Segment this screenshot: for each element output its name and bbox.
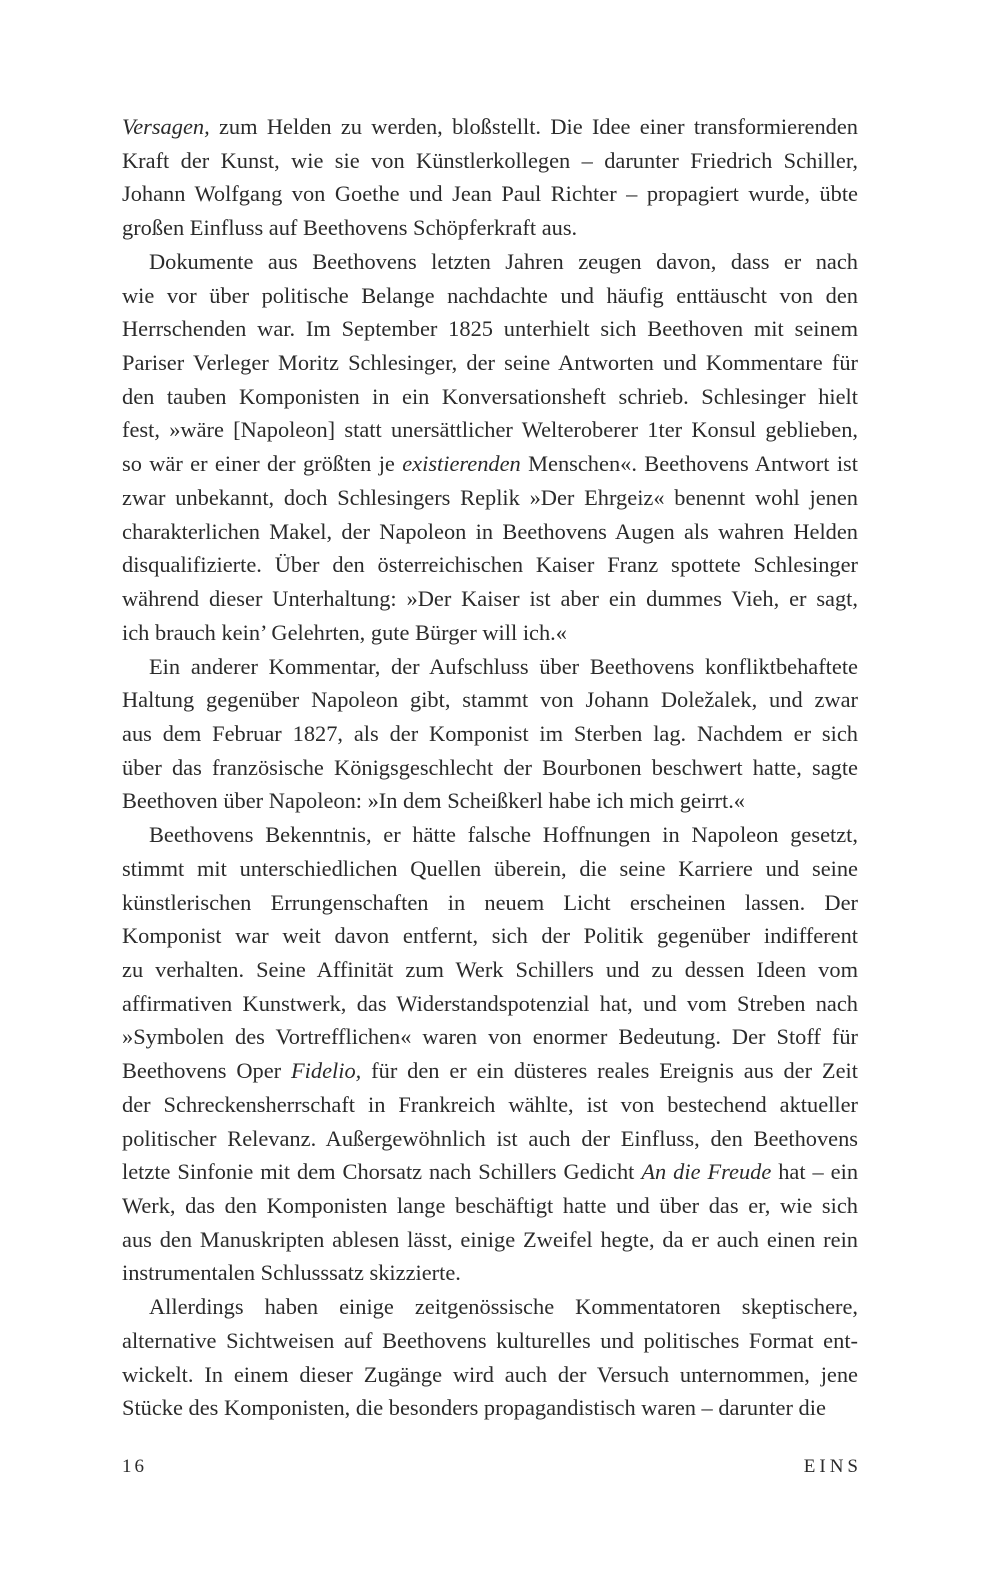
text-run: großen Einfluss auf Beethovens Schöpferkraft aus.: [122, 215, 578, 241]
text-line: [122, 1122, 858, 1156]
text-run: Haltung gegenüber Napoleon gibt, stammt von Johann Doležalek, und zwar: [122, 687, 858, 713]
text-line: [122, 144, 858, 178]
text-run: für den er ein düsteres reales Ereignis aus der Zeit: [361, 1058, 858, 1084]
text-line: [122, 1256, 858, 1290]
text-run: Menschen«. Beethovens Antwort ist: [520, 451, 858, 477]
text-line: [122, 481, 858, 515]
text-line: [122, 886, 858, 920]
text-line: [122, 515, 858, 549]
paragraph: [122, 818, 858, 1290]
text-line: [122, 279, 858, 313]
text-run: disqualifizierte. Über den österreichischen Kaiser Franz spottete Schlesinger: [122, 552, 858, 578]
paragraph: [122, 245, 858, 650]
text-run: affirmativen Kunstwerk, das Widerstandspotenzial hat, und vom Streben nach: [122, 990, 858, 1016]
text-run: Ein anderer Kommentar, der Aufschluss über Beethovens konfliktbehaftete: [149, 653, 858, 679]
text-run: über das französische Königsgeschlecht der Bourbonen beschwert hatte, sagte: [122, 754, 858, 780]
text-run: aus den Manuskripten ablesen lässt, einige Zweifel hegte, da er auch einen rein: [122, 1226, 858, 1252]
text-run: während dieser Unterhaltung: »Der Kaiser ist aber ein dummes Vieh, er sagt,: [122, 586, 858, 612]
running-footer-chapter: EINS: [803, 1456, 862, 1477]
text-run: Stücke des Komponisten, die besonders propagandistisch waren – darunter die: [122, 1395, 826, 1421]
italic-text: Versagen,: [122, 114, 210, 139]
text-run: hat – ein: [771, 1159, 859, 1185]
text-line: [122, 987, 858, 1021]
text-run: Kraft der Kunst, wie sie von Künstlerkollegen – darunter Friedrich Schiller,: [122, 147, 858, 173]
text-line: [122, 245, 858, 279]
text-line: [122, 616, 858, 650]
text-line: [122, 784, 858, 818]
text-line: [122, 953, 858, 987]
text-run: Dokumente aus Beethovens letzten Jahren zeugen davon, dass er nach: [149, 248, 858, 274]
paragraph: [122, 110, 858, 245]
text-line: [122, 818, 858, 852]
italic-text: Fidelio,: [291, 1058, 362, 1084]
text-line: [122, 1155, 858, 1189]
text-run: Beethoven über Napoleon: »In dem Scheißkerl habe ich mich geirrt.«: [122, 788, 746, 814]
text-run: »Symbolen des Vortrefflichen« waren von enormer Bedeutung. Der Stoff für: [122, 1024, 858, 1050]
text-run: den tauben Komponisten in ein Konversationsheft schrieb. Schlesinger hielt: [122, 383, 858, 409]
text-line: [122, 1324, 858, 1358]
text-line: [122, 919, 858, 953]
text-line: [122, 1189, 858, 1223]
text-run: fest, »wäre [Napoleon] statt unersättlicher Welteroberer 1ter Konsul geblieben,: [122, 417, 858, 443]
italic-text: An die Freude: [641, 1159, 772, 1185]
text-line: [122, 447, 858, 481]
text-run: der Schreckensherrschaft in Frankreich wählte, ist von bestechend aktueller: [122, 1091, 858, 1117]
text-line: [122, 1223, 858, 1257]
text-line: [122, 751, 858, 785]
text-run: Werk, das den Komponisten lange beschäftigt hatte und über das er, wie sich: [122, 1193, 858, 1218]
text-run: letzte Sinfonie mit dem Chorsatz nach Schillers Gedicht: [122, 1159, 642, 1185]
text-run: so wär er einer der größten je: [122, 451, 403, 477]
text-run: wickelt. In einem dieser Zugänge wird auch der Versuch unternommen, jene: [122, 1361, 858, 1387]
italic-text: existierenden: [402, 451, 521, 477]
text-line: [122, 1054, 858, 1088]
text-line: [122, 177, 858, 211]
text-run: wie vor über politische Belange nachdachte und häufig enttäuscht von den: [122, 282, 858, 308]
text-run: zum Helden zu werden, bloßstellt. Die Idee einer transformierenden: [209, 114, 858, 139]
body-text: [122, 110, 858, 1425]
text-run: künstlerischen Errungenschaften in neuem Licht erscheinen lassen. Der: [122, 889, 858, 915]
text-line: [122, 1391, 858, 1425]
text-line: [122, 683, 858, 717]
text-run: zu verhalten. Seine Affinität zum Werk Schillers und zu dessen Ideen vom: [122, 956, 858, 982]
text-line: [122, 852, 858, 886]
text-line: [122, 1020, 858, 1054]
page-number: 16: [122, 1456, 147, 1477]
text-line: [122, 548, 858, 582]
text-run: ich brauch kein’ Gelehrten, gute Bürger will ich.«: [122, 619, 567, 645]
text-line: [122, 1088, 858, 1122]
text-run: stimmt mit unterschiedlichen Quellen überein, die seine Karriere und seine: [122, 855, 858, 881]
text-line: [122, 1358, 858, 1392]
text-line: [122, 346, 858, 380]
text-run: zwar unbekannt, doch Schlesingers Replik »Der Ehrgeiz« benennt wohl jenen: [122, 484, 858, 510]
text-run: politischer Relevanz. Außergewöhnlich ist auch der Einfluss, den Beethovens: [122, 1125, 858, 1151]
text-run: Allerdings haben einige zeitgenössische Kommentatoren skeptischere,: [149, 1294, 858, 1320]
text-run: Johann Wolfgang von Goethe und Jean Paul Richter – propagiert wurde, übte: [122, 181, 858, 207]
text-run: Komponist war weit davon entfernt, sich der Politik gegenüber indifferent: [122, 923, 858, 949]
text-line: [122, 380, 858, 414]
paragraph: [122, 1290, 858, 1425]
text-line: [122, 413, 858, 447]
paragraph: [122, 650, 858, 819]
text-run: instrumentalen Schlusssatz skizzierte.: [122, 1260, 461, 1286]
text-line: [122, 110, 858, 144]
text-line: [122, 211, 858, 245]
text-run: Beethovens Bekenntnis, er hätte falsche Hoffnungen in Napoleon gesetzt,: [149, 822, 858, 848]
text-run: Herrschenden war. Im September 1825 unterhielt sich Beethoven mit seinem: [122, 316, 858, 342]
text-run: Pariser Verleger Moritz Schlesinger, der seine Antworten und Kommentare für: [122, 350, 858, 376]
text-line: [122, 1290, 858, 1324]
text-line: [122, 717, 858, 751]
text-line: [122, 312, 858, 346]
text-run: alternative Sichtweisen auf Beethovens kulturelles und politisches Format ent-: [122, 1327, 858, 1353]
text-run: charakterlichen Makel, der Napoleon in Beethovens Augen als wahren Helden: [122, 518, 858, 544]
text-run: aus dem Februar 1827, als der Komponist im Sterben lag. Nachdem er sich: [122, 720, 858, 746]
text-line: [122, 650, 858, 684]
text-line: [122, 582, 858, 616]
text-run: Beethovens Oper: [122, 1058, 291, 1084]
